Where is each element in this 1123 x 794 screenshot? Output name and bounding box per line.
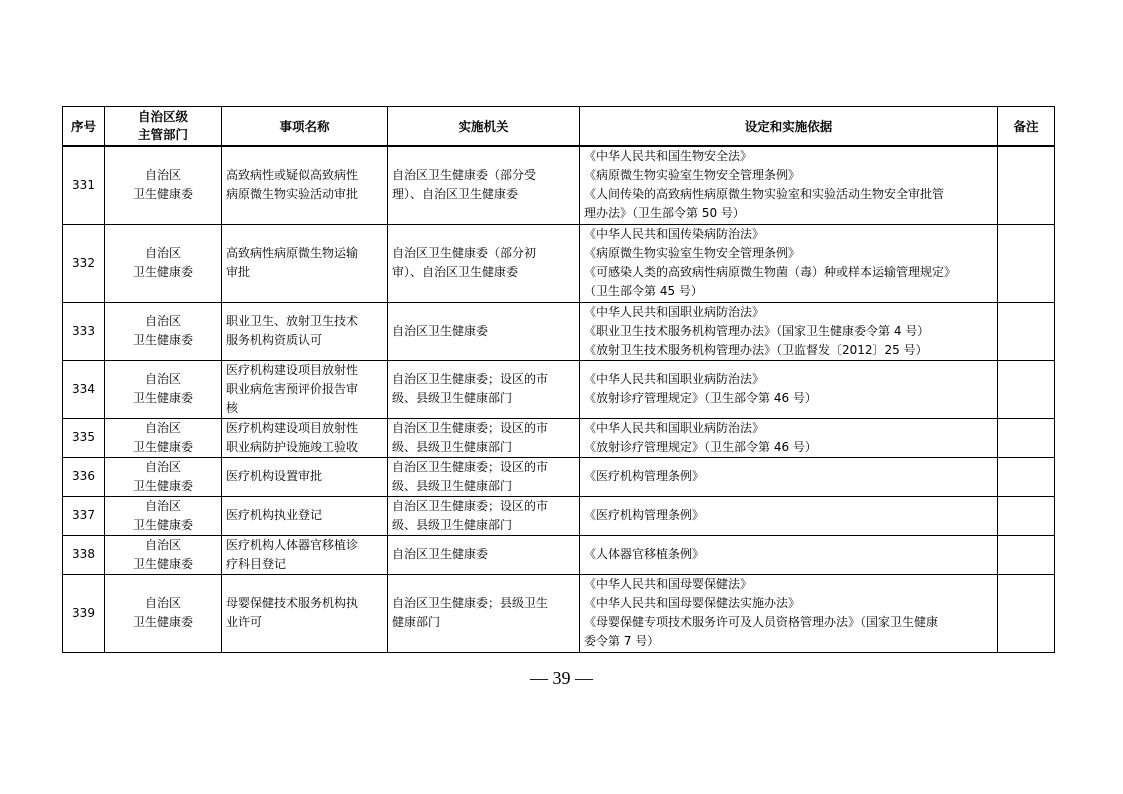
cell-basis-line: 《中华人民共和国生物安全法》 [584,149,753,164]
cell-basis [580,302,998,360]
cell-org [388,574,580,652]
header-no: 序号 [63,107,105,147]
cell-remark [998,574,1055,652]
cell-basis-line: 《中华人民共和国母婴保健法实施办法》 [584,596,801,610]
cell-no: 331 [63,146,105,224]
cell-org-line: 自治区卫生健康委（部分初 [392,246,537,260]
cell-basis-line: 《职业卫生技术服务机构管理办法》（国家卫生健康委令第 4 号） [584,323,930,338]
cell-org-line: 审）、自治区卫生健康委 [392,265,519,279]
cell-remark [998,496,1055,535]
cell-item-name [222,457,388,496]
cell-org-line: 自治区卫生健康委；设区的市 [392,420,549,435]
cell-remark [998,457,1055,496]
cell-dept [105,360,222,418]
cell-remark [998,146,1055,224]
cell-no: 337 [63,496,105,535]
cell-dept-line: 自治区 [144,459,181,474]
table-row [63,418,1055,457]
cell-dept [105,418,222,457]
cell-org-line: 理）、自治区卫生健康委 [392,187,519,202]
cell-dept-line: 卫生健康委 [132,187,193,202]
table-row [63,496,1055,535]
cell-org [388,535,580,574]
cell-item-name-line: 医疗机构建设项目放射性 [226,362,359,377]
table-row [63,302,1055,360]
cell-basis [580,418,998,457]
cell-no: 335 [63,418,105,457]
cell-no: 334 [63,360,105,418]
cell-dept [105,146,222,224]
cell-item-name [222,146,388,224]
cell-basis-line: （卫生部令第 45 号） [584,284,703,298]
cell-no: 339 [63,574,105,652]
page-number: — 39 — [530,668,593,688]
cell-basis-line: 《放射诊疗管理规定》（卫生部令第 46 号） [584,391,817,405]
cell-basis-line: 《人间传染的高致病性病原微生物实验室和实验活动生物安全审批管 [584,187,945,202]
cell-basis-line: 《病原微生物实验室生物安全管理条例》 [584,246,801,260]
cell-no: 332 [63,224,105,302]
cell-org-line: 级、县级卫生健康部门 [392,478,513,493]
cell-item-name [222,302,388,360]
cell-dept-line: 自治区 [144,537,181,552]
cell-dept-line: 卫生健康委 [132,439,193,454]
cell-basis [580,457,998,496]
cell-dept-line: 卫生健康委 [132,517,193,532]
cell-org [388,496,580,535]
cell-item-name [222,224,388,302]
cell-basis-line: 理办法》（卫生部令第 50 号） [584,206,745,221]
cell-item-name-line: 医疗机构设置审批 [226,469,323,483]
cell-dept [105,496,222,535]
cell-item-name-line: 业许可 [226,615,263,629]
header-name: 事项名称 [222,107,388,147]
cell-remark [998,360,1055,418]
cell-org-line: 自治区卫生健康委；设区的市 [392,498,549,513]
cell-basis-line: 《中华人民共和国职业病防治法》 [584,304,765,319]
cell-org [388,457,580,496]
cell-item-name-line: 疗科目登记 [226,556,287,571]
cell-org [388,418,580,457]
cell-remark [998,224,1055,302]
cell-org [388,302,580,360]
cell-basis-line: 《医疗机构管理条例》 [584,469,705,483]
cell-basis-line: 《可感染人类的高致病性病原微生物菌（毒）种或样本运输管理规定》 [584,265,957,279]
cell-basis [580,224,998,302]
header-remark: 备注 [998,107,1055,147]
cell-dept [105,224,222,302]
cell-org-line: 自治区卫生健康委 [392,323,489,338]
cell-org-line: 级、县级卫生健康部门 [392,391,513,405]
table-row [63,360,1055,418]
cell-org-line: 级、县级卫生健康部门 [392,439,513,454]
cell-dept [105,535,222,574]
cell-org-line: 自治区卫生健康委；设区的市 [392,372,549,386]
cell-org-line: 自治区卫生健康委；县级卫生 [392,596,549,610]
cell-item-name [222,496,388,535]
cell-basis-line: 《中华人民共和国职业病防治法》 [584,372,765,386]
header-basis: 设定和实施依据 [580,107,998,147]
cell-basis [580,146,998,224]
cell-dept-line: 自治区 [144,246,181,260]
cell-dept-line: 自治区 [144,596,181,610]
cell-item-name-line: 母婴保健技术服务机构执 [226,596,359,610]
cell-org [388,146,580,224]
table-row [63,457,1055,496]
cell-dept-line: 自治区 [144,314,181,328]
cell-dept-line: 卫生健康委 [132,333,193,347]
cell-dept-line: 卫生健康委 [132,615,193,629]
cell-basis [580,574,998,652]
cell-item-name-line: 服务机构资质认可 [226,333,323,347]
cell-dept-line: 自治区 [144,498,181,513]
cell-basis-line: 《医疗机构管理条例》 [584,508,705,522]
cell-remark [998,418,1055,457]
cell-item-name [222,360,388,418]
cell-org [388,224,580,302]
cell-dept-line: 卫生健康委 [132,265,193,279]
cell-basis [580,535,998,574]
cell-dept [105,457,222,496]
cell-basis-line: 《中华人民共和国传染病防治法》 [584,227,765,241]
table-row [63,535,1055,574]
cell-basis-line: 《病原微生物实验室生物安全管理条例》 [584,168,801,183]
cell-dept [105,574,222,652]
cell-basis-line: 《放射诊疗管理规定》（卫生部令第 46 号） [584,439,817,454]
header-org: 实施机关 [388,107,580,147]
table-row [63,146,1055,224]
cell-no: 336 [63,457,105,496]
table-row [63,574,1055,652]
table-body [63,146,1055,652]
items-table [62,106,1055,653]
cell-remark [998,535,1055,574]
cell-no: 338 [63,535,105,574]
cell-item-name [222,574,388,652]
cell-org-line: 自治区卫生健康委 [392,547,489,561]
cell-org-line: 级、县级卫生健康部门 [392,517,513,532]
cell-item-name [222,535,388,574]
cell-item-name-line: 职业卫生、放射卫生技术 [226,314,359,328]
table-row [63,224,1055,302]
cell-item-name-line: 病原微生物实验活动审批 [226,187,359,202]
cell-item-name-line: 高致病性或疑似高致病性 [226,168,359,183]
cell-org-line: 自治区卫生健康委（部分受 [392,168,537,183]
cell-item-name-line: 高致病性病原微生物运输 [226,246,359,260]
cell-item-name-line: 医疗机构执业登记 [226,508,323,522]
cell-basis-line: 《中华人民共和国母婴保健法》 [584,577,753,591]
table-header [63,107,1055,147]
cell-item-name-line: 审批 [226,265,251,279]
cell-item-name [222,418,388,457]
cell-item-name-line: 核 [226,400,239,415]
cell-dept-line: 自治区 [144,420,181,435]
header-dept-line2: 主管部门 [137,127,188,142]
cell-item-name-line: 职业病危害预评价报告审 [226,381,359,396]
cell-item-name-line: 医疗机构建设项目放射性 [226,420,359,435]
cell-org-line: 健康部门 [392,615,441,629]
cell-dept-line: 卫生健康委 [132,556,193,571]
cell-item-name-line: 职业病防护设施竣工验收 [226,439,359,454]
cell-dept-line: 卫生健康委 [132,391,193,405]
cell-dept [105,302,222,360]
cell-basis-line: 委令第 7 号） [584,634,660,648]
header-dept [105,107,222,147]
cell-basis-line: 《放射卫生技术服务机构管理办法》（卫监督发〔2012〕25 号） [584,342,928,357]
cell-dept-line: 自治区 [144,372,181,386]
cell-basis [580,360,998,418]
header-dept-line1: 自治区级 [137,109,188,124]
cell-org [388,360,580,418]
cell-basis-line: 《人体器官移植条例》 [584,547,705,561]
cell-item-name-line: 医疗机构人体器官移植诊 [226,537,359,552]
cell-remark [998,302,1055,360]
cell-org-line: 自治区卫生健康委；设区的市 [392,459,549,474]
cell-basis-line: 《母婴保健专项技术服务许可及人员资格管理办法》（国家卫生健康 [584,615,939,629]
cell-dept-line: 卫生健康委 [132,478,193,493]
cell-basis [580,496,998,535]
cell-basis-line: 《中华人民共和国职业病防治法》 [584,420,765,435]
cell-no: 333 [63,302,105,360]
cell-dept-line: 自治区 [144,168,181,183]
